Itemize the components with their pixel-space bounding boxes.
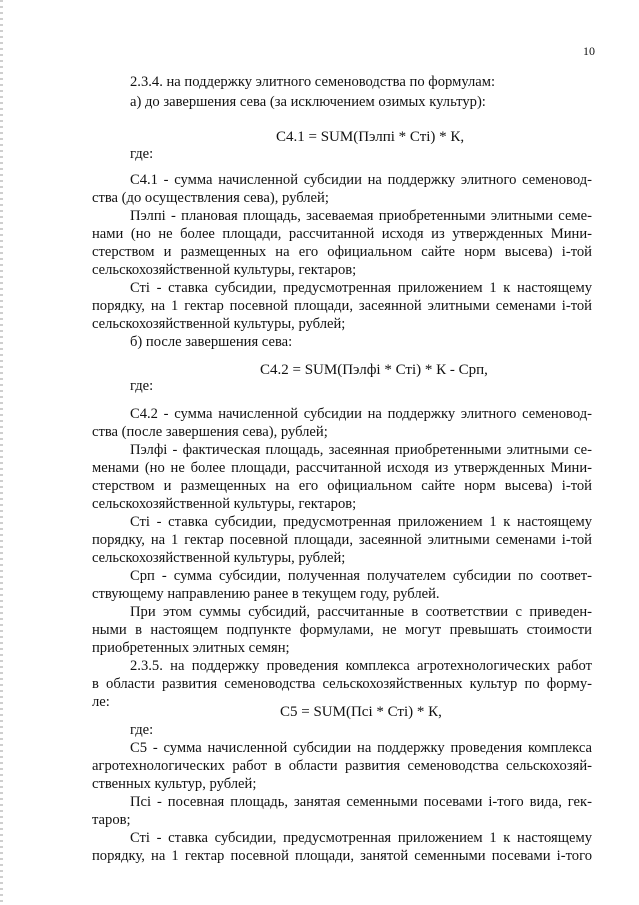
text-line: менами (но не более площади, рассчитанной исходя из утвержденных Мини-: [92, 460, 592, 476]
text-line: сельскохозяйственной культуры, рублей;: [92, 316, 346, 332]
text-line: Сті - ставка субсидии, предусмотренная приложением 1 к настоящему: [130, 514, 592, 530]
formula-c5: С5 = SUM(Псі * Сті) * К,: [280, 704, 442, 720]
text-line: ле:: [92, 694, 110, 710]
formula-c42: С4.2 = SUM(Пэлфі * Сті) * К - Срп,: [260, 362, 488, 378]
text-line: Псі - посевная площадь, занятая семенными посевами i-того вида, гек-: [130, 794, 592, 810]
text-line: С4.2 - сумма начисленной субсидии на поддержку элитного семеновод-: [130, 406, 592, 422]
text-line: ствующему направлению ранее в текущем году, рублей.: [92, 586, 440, 602]
text-line: Пэлпi - плановая площадь, засеваемая приобретенными элитными семе-: [130, 208, 592, 224]
text-line: Сті - ставка субсидии, предусмотренная приложением 1 к настоящему: [130, 280, 592, 296]
text-line: сельскохозяйственной культуры, гектаров;: [92, 262, 357, 278]
text-line: Пэлфi - фактическая площадь, засеянная приобретенными элитными се-: [130, 442, 592, 458]
text-line: Срп - сумма субсидии, полученная получателем субсидии по соответ-: [130, 568, 592, 584]
text-line: сельскохозяйственной культуры, гектаров;: [92, 496, 357, 512]
text-line: в области развития семеноводства сельскохозяйственных культур по форму-: [92, 676, 592, 692]
text-line: При этом суммы субсидий, рассчитанные в соответствии с приведен-: [130, 604, 592, 620]
text-line: б) после завершения сева:: [130, 334, 293, 350]
text-line: порядку, на 1 гектар посевной площади, засеянной элитными семенами i-той: [92, 532, 592, 548]
text-line: стерством и размещенных на его официальном сайте норм высева) i-той: [92, 478, 592, 494]
text-line: где:: [130, 378, 154, 394]
text-line: нами (но не более площади, рассчитанной исходя из утвержденных Мини-: [92, 226, 592, 242]
text-line: где:: [130, 722, 154, 738]
text-line: С4.1 - сумма начисленной субсидии на поддержку элитного семеновод-: [130, 172, 592, 188]
text-line: Сті - ставка субсидии, предусмотренная приложением 1 к настоящему: [130, 830, 592, 846]
text-line: стерством и размещенных на его официальном сайте норм высева) i-той: [92, 244, 592, 260]
text-line: приобретенных элитных семян;: [92, 640, 290, 656]
text-line: ными в настоящем подпункте формулами, не могут превышать стоимости: [92, 622, 592, 638]
page-number: 10: [583, 44, 595, 58]
text-line: агротехнологических работ в области развития семеноводства сельскохозяй-: [92, 758, 592, 774]
text-line: где:: [130, 146, 154, 162]
scan-edge-mark: [0, 0, 3, 905]
text-line: 2.3.4. на поддержку элитного семеноводства по формулам:: [130, 74, 496, 90]
text-line: порядку, на 1 гектар посевной площади, занятой семенными посевами i-того: [92, 848, 592, 864]
text-line: ства (после завершения сева), рублей;: [92, 424, 328, 440]
text-line: ственных культур, рублей;: [92, 776, 257, 792]
text-line: а) до завершения сева (за исключением озимых культур):: [130, 94, 486, 110]
text-line: сельскохозяйственной культуры, рублей;: [92, 550, 346, 566]
text-line: 2.3.5. на поддержку проведения комплекса агротехнологических работ: [130, 658, 592, 674]
text-line: таров;: [92, 812, 131, 828]
formula-c41: С4.1 = SUM(Пэлпі * Сті) * К,: [276, 129, 465, 145]
text-line: ства (до осуществления сева), рублей;: [92, 190, 329, 206]
text-line: порядку, на 1 гектар посевной площади, засеянной элитными семенами i-той: [92, 298, 592, 314]
text-line: С5 - сумма начисленной субсидии на поддержку проведения комплекса: [130, 740, 592, 756]
